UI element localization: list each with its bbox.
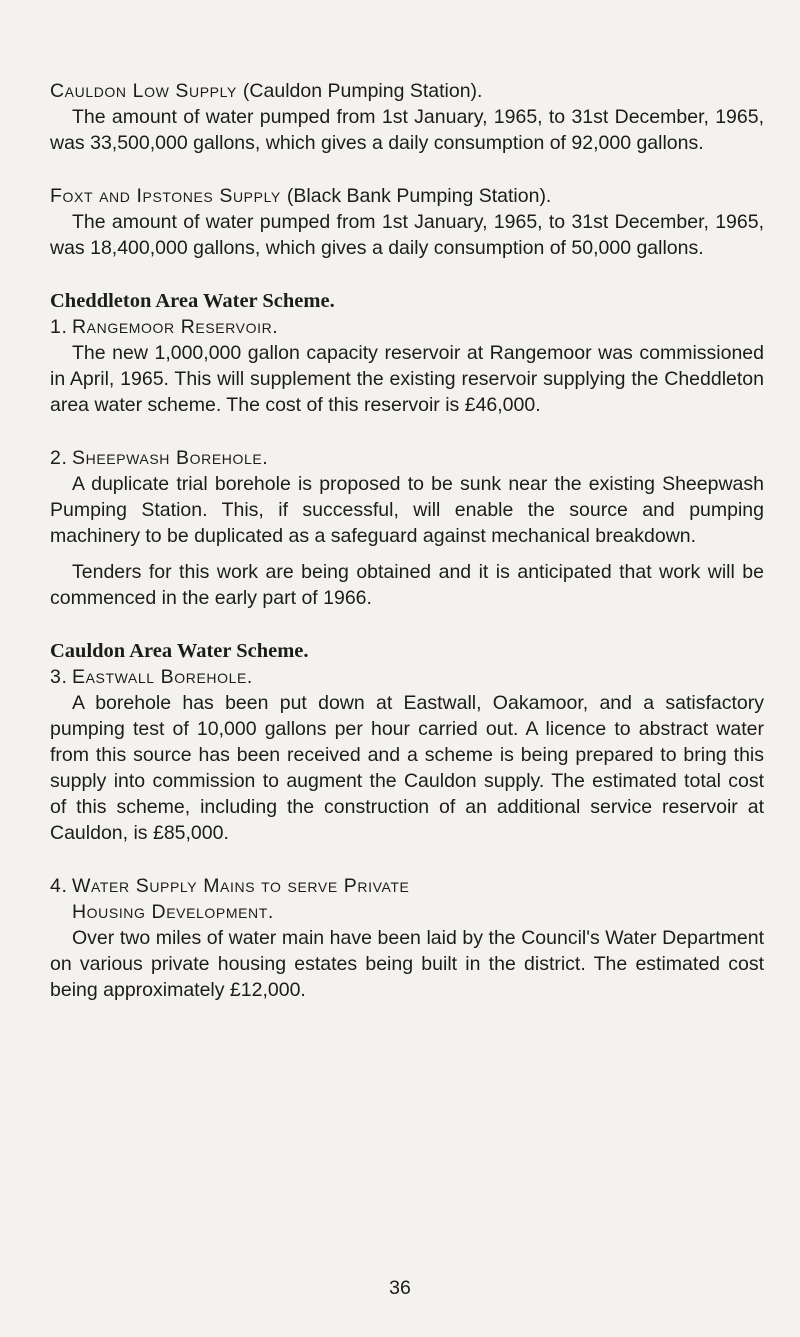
cheddleton-heading: Cheddleton Area Water Scheme. <box>50 290 335 312</box>
rangemoor-paragraph: The new 1,000,000 gallon capacity reservoir at Rangemoor was commissioned in April, 1965. This will supplement the existing reservoir supplying the Cheddleton area water scheme. The cost of this reservoir is £46,000. <box>50 342 764 416</box>
water-mains-heading: 4. Water Supply Mains to serve Private <box>50 875 410 897</box>
sheepwash-paragraph-1: A duplicate trial borehole is proposed to be sunk near the existing Sheepwash Pumping Station. This, if successful, will enable the source and pumping machinery to be duplicated as a safeguard against mechanical breakdown. <box>50 473 764 547</box>
sheepwash-paragraph-2: Tenders for this work are being obtained and it is anticipated that work will be commenced in the early part of 1966. <box>50 561 764 609</box>
sheepwash-heading: 2. Sheepwash Borehole. <box>50 447 269 469</box>
foxt-heading: Foxt and Ipstones Supply (Black Bank Pumping Station). <box>50 185 552 207</box>
water-mains-paragraph: Over two miles of water main have been laid by the Council's Water Department on various private housing estates being built in the district. The estimated cost being approximately £12,000. <box>50 927 764 1001</box>
eastwall-paragraph: A borehole has been put down at Eastwall, Oakamoor, and a satisfactory pumping test of 10,000 gallons per hour carried out. A licence to abstract water from this source has been received and a scheme is being prepared to bring this supply into commission to augment the Cauldon supply. The estimated total cost of this scheme, including the construction of an additional service reservoir at Cauldon, is £85,000. <box>50 692 764 844</box>
cauldon-low-paragraph: The amount of water pumped from 1st January, 1965, to 31st December, 1965, was 33,500,000 gallons, which gives a daily consumption of 92,000 gallons. <box>50 106 764 154</box>
page-number: 36 <box>389 1277 411 1299</box>
water-mains-heading-line2: Housing Development. <box>72 901 274 923</box>
foxt-paragraph: The amount of water pumped from 1st January, 1965, to 31st December, 1965, was 18,400,000 gallons, which gives a daily consumption of 50,000 gallons. <box>50 211 764 259</box>
eastwall-heading: 3. Eastwall Borehole. <box>50 666 253 688</box>
cauldon-area-heading: Cauldon Area Water Scheme. <box>50 640 309 662</box>
rangemoor-heading: 1. Rangemoor Reservoir. <box>50 316 279 338</box>
cauldon-low-heading: Cauldon Low Supply (Cauldon Pumping Station). <box>50 80 483 102</box>
